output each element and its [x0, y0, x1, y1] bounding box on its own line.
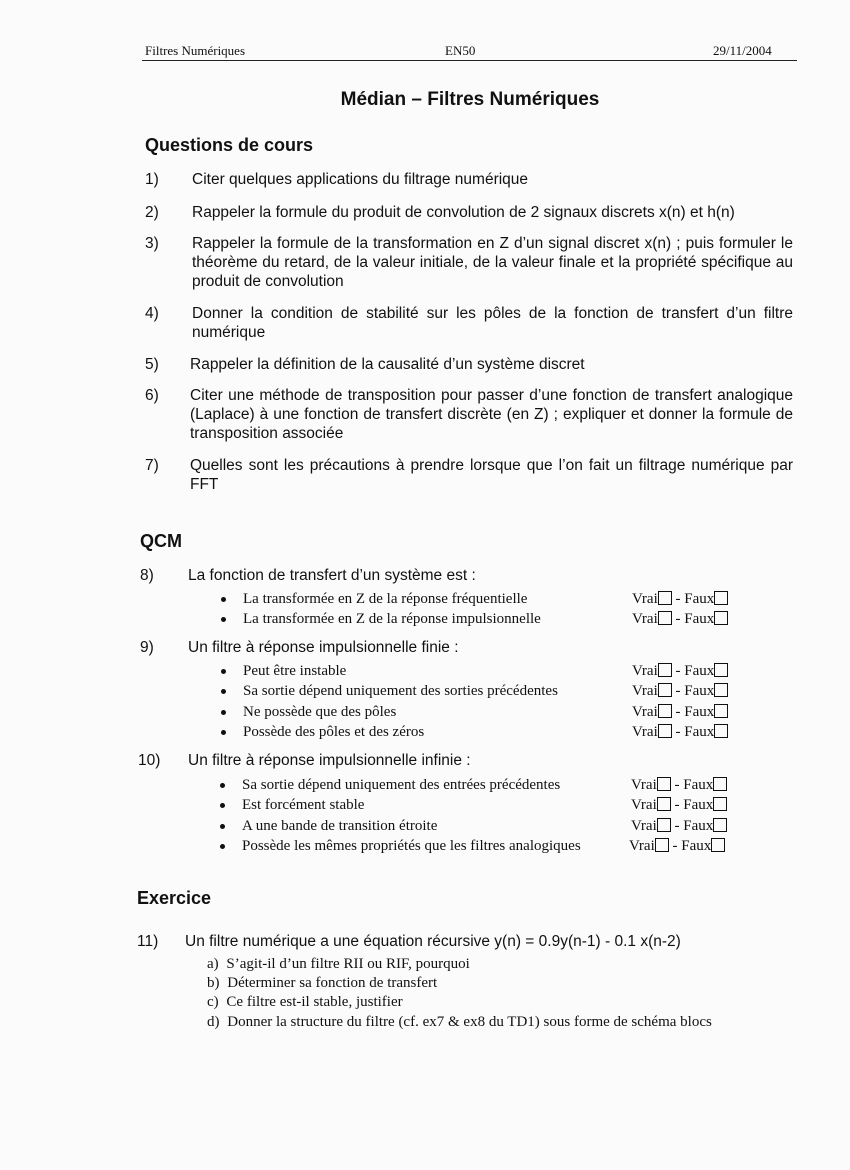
item-text: S’agit-il d’un filtre RII ou RIF, pourquoi — [226, 956, 470, 972]
exercise-item — [207, 974, 437, 994]
vrai-checkbox[interactable] — [657, 797, 671, 811]
header-rule — [142, 60, 797, 61]
faux-checkbox[interactable] — [713, 797, 727, 811]
true-false-choice — [631, 795, 727, 815]
exercise-item — [207, 993, 403, 1013]
bullet-icon — [221, 730, 226, 735]
bullet-icon — [220, 803, 225, 808]
faux-label: - Faux — [672, 838, 712, 854]
faux-label: - Faux — [674, 818, 714, 834]
qcm-option: Peut être instable — [243, 663, 347, 679]
vrai-label: Vrai — [631, 818, 657, 834]
bullet-icon — [220, 844, 225, 849]
question-number: 5) — [145, 356, 159, 373]
vrai-checkbox[interactable] — [655, 838, 669, 852]
vrai-label: Vrai — [632, 663, 658, 679]
vrai-label: Vrai — [632, 724, 658, 740]
question-number: 6) — [145, 387, 159, 404]
qcm-option: Sa sortie dépend uniquement des entrées précédentes — [242, 777, 561, 793]
faux-label: - Faux — [675, 704, 715, 720]
faux-checkbox[interactable] — [714, 724, 728, 738]
item-text: Déterminer sa fonction de transfert — [227, 975, 438, 991]
qcm-option: Possède des pôles et des zéros — [243, 724, 425, 740]
vrai-checkbox[interactable] — [657, 818, 671, 832]
section-title-qcm: QCM — [140, 531, 182, 551]
section-title-cours: Questions de cours — [145, 135, 314, 155]
vrai-label: Vrai — [632, 704, 658, 720]
faux-checkbox[interactable] — [714, 611, 728, 625]
item-letter: a) — [207, 956, 219, 972]
question-text: Un filtre à réponse impulsionnelle finie : — [188, 639, 459, 656]
faux-label: - Faux — [674, 777, 714, 793]
faux-checkbox[interactable] — [714, 591, 728, 605]
vrai-label: Vrai — [631, 797, 657, 813]
vrai-label: Vrai — [632, 591, 658, 607]
question-number: 4) — [145, 305, 159, 322]
bullet-icon — [221, 669, 226, 674]
question-number: 9) — [140, 639, 154, 656]
question-text: Un filtre à réponse impulsionnelle infinie : — [188, 752, 471, 769]
question-text: Quelles sont les précautions à prendre lorsque que l’on fait un filtrage numérique par FFT — [190, 457, 793, 493]
faux-label: - Faux — [675, 611, 715, 627]
page-title: Médian – Filtres Numériques — [340, 89, 600, 110]
header-center: EN50 — [445, 43, 476, 58]
question-number: 1) — [145, 171, 159, 188]
exercise-item — [207, 1013, 712, 1033]
section-title-exercice: Exercice — [137, 888, 212, 908]
question-number: 3) — [145, 235, 159, 252]
vrai-checkbox[interactable] — [657, 777, 671, 791]
faux-checkbox[interactable] — [714, 704, 728, 718]
header-right: 29/11/2004 — [713, 43, 772, 58]
vrai-checkbox[interactable] — [658, 663, 672, 677]
vrai-checkbox[interactable] — [658, 611, 672, 625]
exercise-item — [207, 955, 470, 975]
qcm-option: La transformée en Z de la réponse fréquentielle — [243, 591, 528, 607]
qcm-option: La transformée en Z de la réponse impulsionnelle — [243, 611, 541, 627]
vrai-label: Vrai — [632, 611, 658, 627]
faux-checkbox[interactable] — [711, 838, 725, 852]
bullet-icon — [221, 597, 226, 602]
vrai-checkbox[interactable] — [658, 683, 672, 697]
true-false-choice — [629, 836, 725, 856]
bullet-icon — [221, 689, 226, 694]
faux-checkbox[interactable] — [714, 663, 728, 677]
true-false-choice — [632, 609, 728, 629]
vrai-checkbox[interactable] — [658, 591, 672, 605]
faux-label: - Faux — [675, 591, 715, 607]
item-letter: d) — [207, 1014, 220, 1030]
bullet-icon — [220, 824, 225, 829]
item-text: Ce filtre est-il stable, justifier — [226, 994, 403, 1010]
item-text: Donner la structure du filtre (cf. ex7 & ex8 du TD1) sous forme de schéma blocs — [227, 1014, 712, 1030]
faux-label: - Faux — [674, 797, 714, 813]
qcm-option: Possède les mêmes propriétés que les filtres analogiques — [242, 838, 581, 854]
qcm-option: A une bande de transition étroite — [242, 818, 438, 834]
bullet-icon — [221, 710, 226, 715]
question-number: 8) — [140, 567, 154, 584]
item-letter: c) — [207, 994, 219, 1010]
question-text: Rappeler la formule du produit de convolution de 2 signaux discrets x(n) et h(n) — [192, 204, 735, 221]
true-false-choice — [632, 722, 728, 742]
question-text: Donner la condition de stabilité sur les pôles de la fonction de transfert d’un filtre numérique — [192, 305, 793, 341]
question-number: 10) — [138, 752, 161, 769]
faux-checkbox[interactable] — [714, 683, 728, 697]
qcm-option: Est forcément stable — [242, 797, 365, 813]
vrai-label: Vrai — [632, 683, 658, 699]
faux-label: - Faux — [675, 683, 715, 699]
question-text: Rappeler la définition de la causalité d’un système discret — [190, 356, 585, 373]
faux-checkbox[interactable] — [713, 777, 727, 791]
true-false-choice — [632, 702, 728, 722]
question-text: Citer une méthode de transposition pour passer d’une fonction de transfert analogique (Laplace) à une fonction de transfert discrète (en Z) ; expliquer et donner la formule de transposition associée — [190, 387, 793, 442]
faux-label: - Faux — [675, 724, 715, 740]
true-false-choice — [632, 661, 728, 681]
vrai-label: Vrai — [629, 838, 655, 854]
header-left: Filtres Numériques — [145, 43, 246, 58]
bullet-icon — [221, 617, 226, 622]
true-false-choice — [631, 775, 727, 795]
question-text: La fonction de transfert d’un système est : — [188, 567, 476, 584]
question-number: 7) — [145, 457, 159, 474]
true-false-choice — [631, 816, 727, 836]
question-text: Citer quelques applications du filtrage numérique — [192, 171, 529, 188]
faux-label: - Faux — [675, 663, 715, 679]
vrai-label: Vrai — [631, 777, 657, 793]
faux-checkbox[interactable] — [713, 818, 727, 832]
question-number: 11) — [137, 933, 159, 950]
bullet-icon — [220, 783, 225, 788]
question-text: Un filtre numérique a une équation récursive y(n) = 0.9y(n-1) - 0.1 x(n-2) — [185, 933, 681, 950]
true-false-choice — [632, 589, 728, 609]
qcm-option: Sa sortie dépend uniquement des sorties précédentes — [243, 683, 558, 699]
vrai-checkbox[interactable] — [658, 724, 672, 738]
vrai-checkbox[interactable] — [658, 704, 672, 718]
qcm-option: Ne possède que des pôles — [243, 704, 397, 720]
question-text: Rappeler la formule de la transformation en Z d’un signal discret x(n) ; puis formuler le théorème du retard, de la valeur initiale, de la valeur finale et la propriété spécifique au produit de convolution — [192, 235, 793, 290]
question-number: 2) — [145, 204, 159, 221]
true-false-choice — [632, 681, 728, 701]
item-letter: b) — [207, 975, 220, 991]
